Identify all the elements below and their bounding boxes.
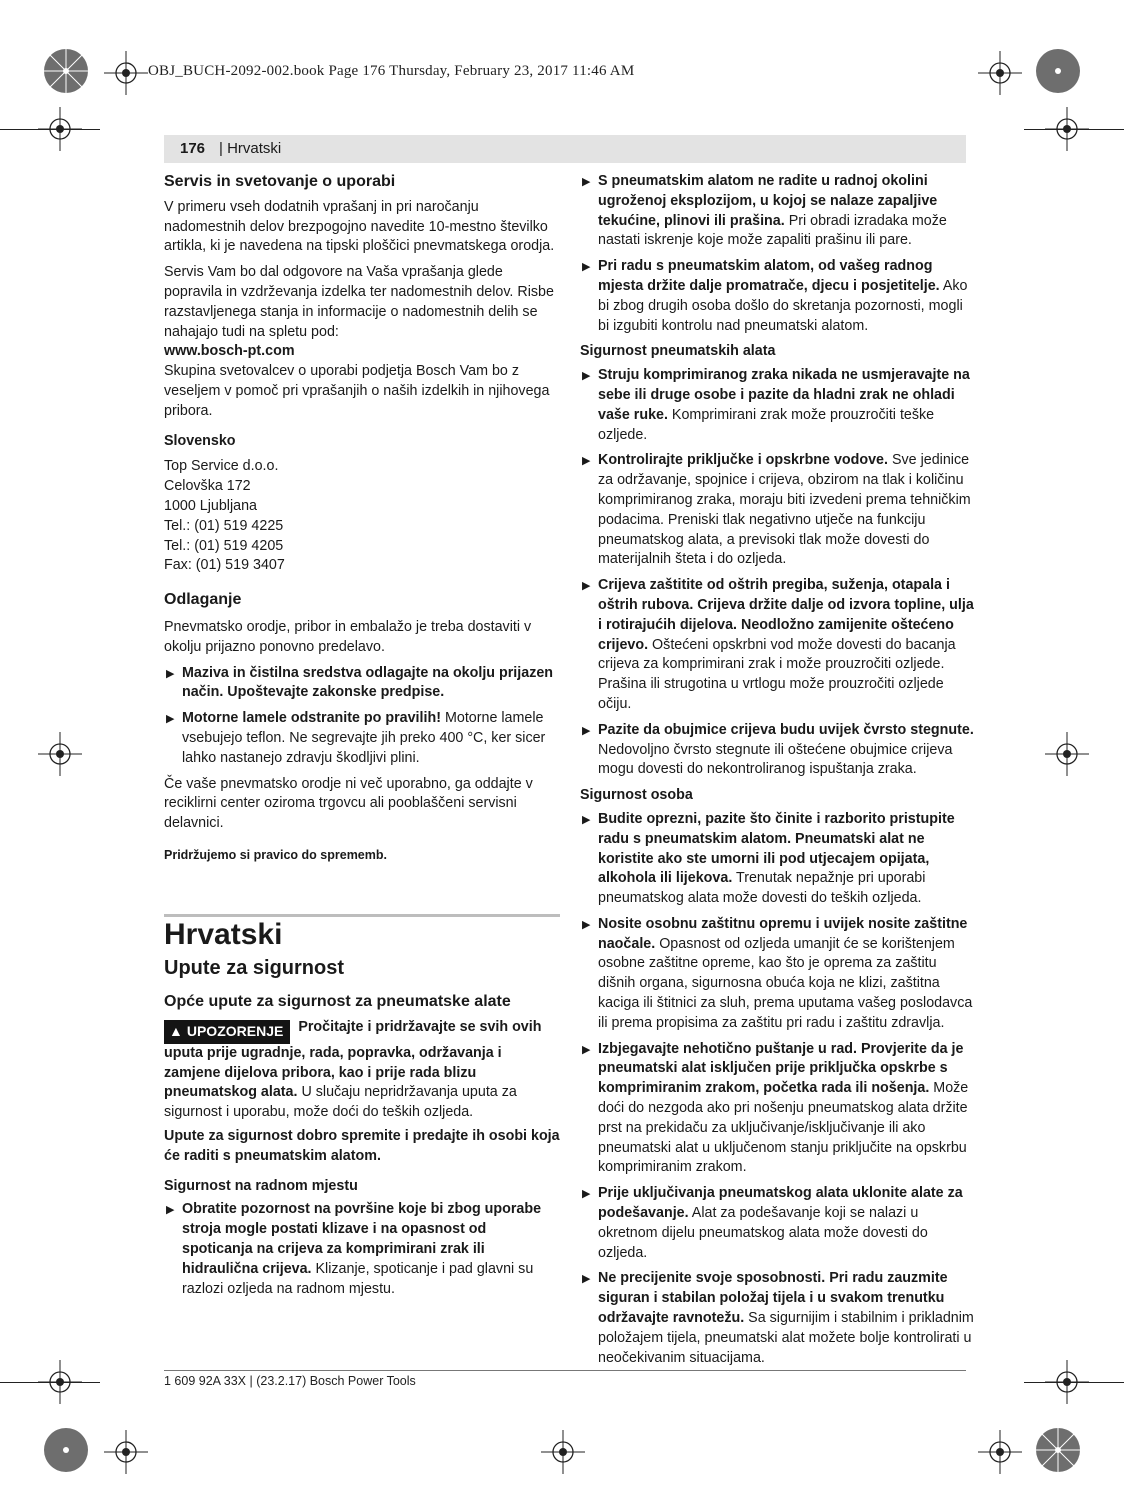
- address-line: Tel.: (01) 519 4225: [164, 517, 284, 534]
- subsection-title: Sigurnost na radnom mjestu: [164, 1177, 358, 1194]
- address-line: Fax: (01) 519 3407: [164, 557, 285, 574]
- bullet-item: ▶ Kontrolirajte priključke i opskrbne vodove. Sve jedinice za održavanje, spojnice i crijeva, obzirom na tlak i količinu komprimiranog zraka, moraju biti izvedeni prema tehničkim podacima. Preniski tlak negativno utječe na funkciju pneumatskog alata, a previsoki tlak može dovesti do materijalnih šteta i do ozljeda.: [582, 452, 971, 568]
- bullet-item: ▶ S pneumatskim alatom ne radite u radnoj okolini ugroženoj eksplozijom, u kojoj se nalaze zapaljive tekućine, plinovi ili prašina. Pri obradi izradaka može nastati iskrenje koje može zapaliti prašinu ili pare.: [582, 173, 947, 249]
- warning-block: ▲ UPOZORENJE Pročitajte i pridržavajte se svih ovih uputa prije ugradnje, rada, popravka, održavanja i zamjene dijelova pribora, kao i prije rada blizu pneumatskog alata. U slučaju nepridržavanja uputa za sigurnost i uporabu, može doći do teških ozljeda.: [164, 1019, 542, 1121]
- bullet-arrow-icon: ▶: [582, 918, 591, 931]
- bullet-item: ▶ Pazite da obujmice crijeva budu uvijek čvrsto stegnute. Nedovoljno čvrsto stegnute ili oštećene obujmice crijeva mogu dovesti do nekontroliranog ispuštanja zraka.: [582, 721, 974, 778]
- address-line: Top Service d.o.o.: [164, 458, 279, 475]
- website-link[interactable]: www.bosch-pt.com: [164, 343, 295, 360]
- bullet-item: ▶ Struju komprimiranog zraka nikada ne usmjeravajte na sebe ili druge osobe i pazite da hladni zrak ne ohladi vaše ruke. Komprimirani zrak može prouzročiti teške ozljede.: [582, 367, 970, 443]
- crosshair-mark: [104, 1430, 148, 1474]
- paragraph: Upute za sigurnost dobro spremite i predajte ih osobi koja će raditi s pneumatskim alatom.: [164, 1128, 560, 1164]
- page-number: 176: [180, 140, 206, 157]
- bullet-item: ▶ Izbjegavajte nehotično puštanje u rad. Provjerite da je pneumatski alat isključen prije priključka opskrbe s komprimiranim zrakom, početka rada ili nošenja. Može doći do nezgoda ako pri nošenju pneumatskog alata držite prst na prekidaču za uključivanje/isključivanje ili ako pneumatski alat u uključenom stanju priključite na opskrbu komprimiranim zrakom.: [582, 1040, 969, 1176]
- bullet-item: ▶ Pri radu s pneumatskim alatom, od vašeg radnog mjesta držite dalje promatrače, djecu i posjetitelje. Ako bi zbog drugih osoba došlo do skretanja pozornosti, mogli bi izgubiti kontrolu nad pneumatski alatom.: [582, 258, 968, 334]
- bullet-item: ▶ Prije uključivanja pneumatskog alata uklonite alate za podešavanje. Alat za podešavanje koji se nalazi u okretnom dijelu pneumatskog alata može dovesti do ozljeda.: [582, 1185, 963, 1261]
- page-language: | Hrvatski: [219, 140, 282, 157]
- rights-reserved-note: Pridržujemo si pravico do sprememb.: [164, 847, 387, 862]
- section-title-servis: Servis in svetovanje o uporabi: [164, 173, 396, 190]
- bullet-item: ▶ Maziva in čistilna sredstva odlagajte na okolju prijazen način. Upoštevajte zakonske predpise.: [166, 664, 554, 701]
- paragraph: Če vaše pnevmatsko orodje ni več uporabno, ga oddajte v reciklirni center oziroma trgovcu ali pooblaščeni servisni delavnici.: [164, 775, 533, 832]
- bullet-arrow-icon: ▶: [166, 713, 175, 726]
- safety-title: Upute za sigurnost: [164, 956, 345, 979]
- section-title-odlaganje: Odlaganje: [164, 591, 242, 609]
- warning-triangle-icon: ▲: [169, 1023, 183, 1040]
- bullet-arrow-icon: ▶: [582, 1273, 591, 1286]
- subsection-title: Sigurnost pneumatskih alata: [580, 343, 776, 360]
- bullet-item: ▶ Obratite pozornost na površine koje bi zbog uporabe stroja mogle postati klizave i na opasnost od spoticanja na crijeva za komprimirani zrak ili hidraulična crijeva. Klizanje, spoticanje i pad glavni su razlozi ozljeda na radnom mjestu.: [166, 1201, 542, 1297]
- language-section-title: Hrvatski: [164, 917, 283, 951]
- page-header-bar: [164, 135, 966, 163]
- page-footer: 1 609 92A 33X | (23.2.17) Bosch Power Tools: [164, 1374, 416, 1388]
- bullet-arrow-icon: ▶: [582, 176, 591, 188]
- country-heading: Slovensko: [164, 432, 236, 449]
- footer-divider: [164, 1370, 966, 1371]
- bullet-arrow-icon: ▶: [582, 1188, 591, 1201]
- bullet-arrow-icon: ▶: [582, 813, 591, 826]
- bullet-item: ▶ Nosite osobnu zaštitnu opremu i uvijek nosite zaštitne naočale. Opasnost od ozljeda umanjit će se korištenjem osobne zaštitne opreme, kao što je oprema za zaštitu dišnih organa, sigurnosna obuća koja ne klizi, zaštitna kaciga ili štitnici za sluh, prema uputama vašeg poslodavca ili prema propisima za zaštitu pri radu i zaštitu zdravlja.: [582, 915, 973, 1031]
- bullet-item: ▶ Ne precijenite svoje sposobnosti. Pri radu zauzmite siguran i stabilan položaj tijela i u svakom trenutku održavajte ravnotežu. Sa sigurnijim i stabilnim i prikladnim položajem tijela, pneumatski alat možete bolje kontrolirati u neočekivanim situacijama.: [582, 1270, 974, 1366]
- bullet-arrow-icon: ▶: [582, 261, 591, 274]
- address-line: 1000 Ljubljana: [164, 497, 258, 514]
- registration-target-bottom-left: [42, 1426, 90, 1474]
- crosshair-mark: [38, 732, 82, 776]
- crosshair-mark: [978, 1430, 1022, 1474]
- right-column: [580, 172, 976, 1374]
- trim-line: [1024, 1382, 1124, 1383]
- warning-badge: ▲ UPOZORENJE: [164, 1020, 290, 1044]
- subsection-title: Sigurnost osoba: [580, 787, 693, 804]
- address-line: Celovška 172: [164, 478, 251, 495]
- crosshair-mark: [1045, 732, 1089, 776]
- bullet-arrow-icon: ▶: [166, 667, 175, 680]
- address-line: Tel.: (01) 519 4205: [164, 537, 284, 554]
- bullet-arrow-icon: ▶: [166, 1204, 175, 1217]
- crosshair-mark: [104, 51, 148, 95]
- trim-line: [1024, 129, 1124, 130]
- paragraph: Pnevmatsko orodje, pribor in embalažo je treba dostaviti v okolju prijazno ponovno predelavo.: [164, 618, 532, 655]
- registration-target-top-right: [1034, 47, 1082, 95]
- paragraph: V primeru vseh dodatnih vprašanj in pri naročanju nadomestnih delov brezpogojno navedite 10-mestno številko artikla, ki je navedena na tipski ploščici pnevmatskega orodja.: [164, 198, 555, 255]
- registration-target-bottom-right: [1034, 1426, 1082, 1474]
- section-divider: [164, 914, 560, 917]
- trim-line: [0, 129, 100, 130]
- bullet-arrow-icon: ▶: [582, 455, 591, 468]
- paragraph: Servis Vam bo dal odgovore na Vaša vprašanja glede popravila in vzdrževanja izdelka ter nadomestnih delov. Risbe razstavljenega stanja in informacije o nadomestnih delih se nahajajo tudi na spletu pod:: [164, 264, 554, 340]
- trim-line: [0, 1382, 100, 1383]
- bullet-item: ▶ Budite oprezni, pazite što činite i razborito pristupite radu s pneumatskim alatom. Pneumatski alat ne koristite ako ste umorni ili pod utjecajem opijata, alkohola ili lijekova. Trenutak nepažnje pri uporabi pneumatskog alata može dovesti do teških ozljeda.: [582, 810, 955, 907]
- general-safety-title: Opće upute za sigurnost za pneumatske alate: [164, 993, 511, 1011]
- bullet-item: ▶ Crijeva zaštitite od oštrih pregiba, suženja, otapala i oštrih rubova. Crijeva držite dalje od izvora topline, ulja i rotirajućih dijelova. Neodložno zamijenite oštećeno crijevo. Oštećeni opskrbni vod može dovesti do bacanja crijeva za komprimirani zrak i može prouzročiti ozljede. Prašina ili strugotina u vrtlogu može prouzročiti ozljede očiju.: [582, 577, 974, 712]
- paragraph: Skupina svetovalcev o uporabi podjetja Bosch Vam bo z veseljem v pomoč pri vprašanjih o naših izdelkih in njihovega pribora.: [164, 363, 550, 419]
- bullet-arrow-icon: ▶: [582, 580, 591, 593]
- bullet-arrow-icon: ▶: [582, 1043, 591, 1056]
- bullet-item: ▶ Motorne lamele odstranite po pravilih! Motorne lamele vsebujejo teflon. Ne segrevajte jih preko 400 °C, ker sicer lahko nastanejo zdravju škodljivi plini.: [166, 710, 546, 766]
- bullet-arrow-icon: ▶: [582, 370, 591, 383]
- service-address: [164, 457, 560, 576]
- crosshair-mark: [541, 1430, 585, 1474]
- print-header: OBJ_BUCH-2092-002.book Page 176 Thursday, February 23, 2017 11:46 AM: [148, 63, 635, 79]
- registration-target-top-left: [42, 47, 90, 95]
- bullet-arrow-icon: ▶: [582, 724, 591, 737]
- left-column: [164, 172, 560, 1305]
- crosshair-mark: [978, 51, 1022, 95]
